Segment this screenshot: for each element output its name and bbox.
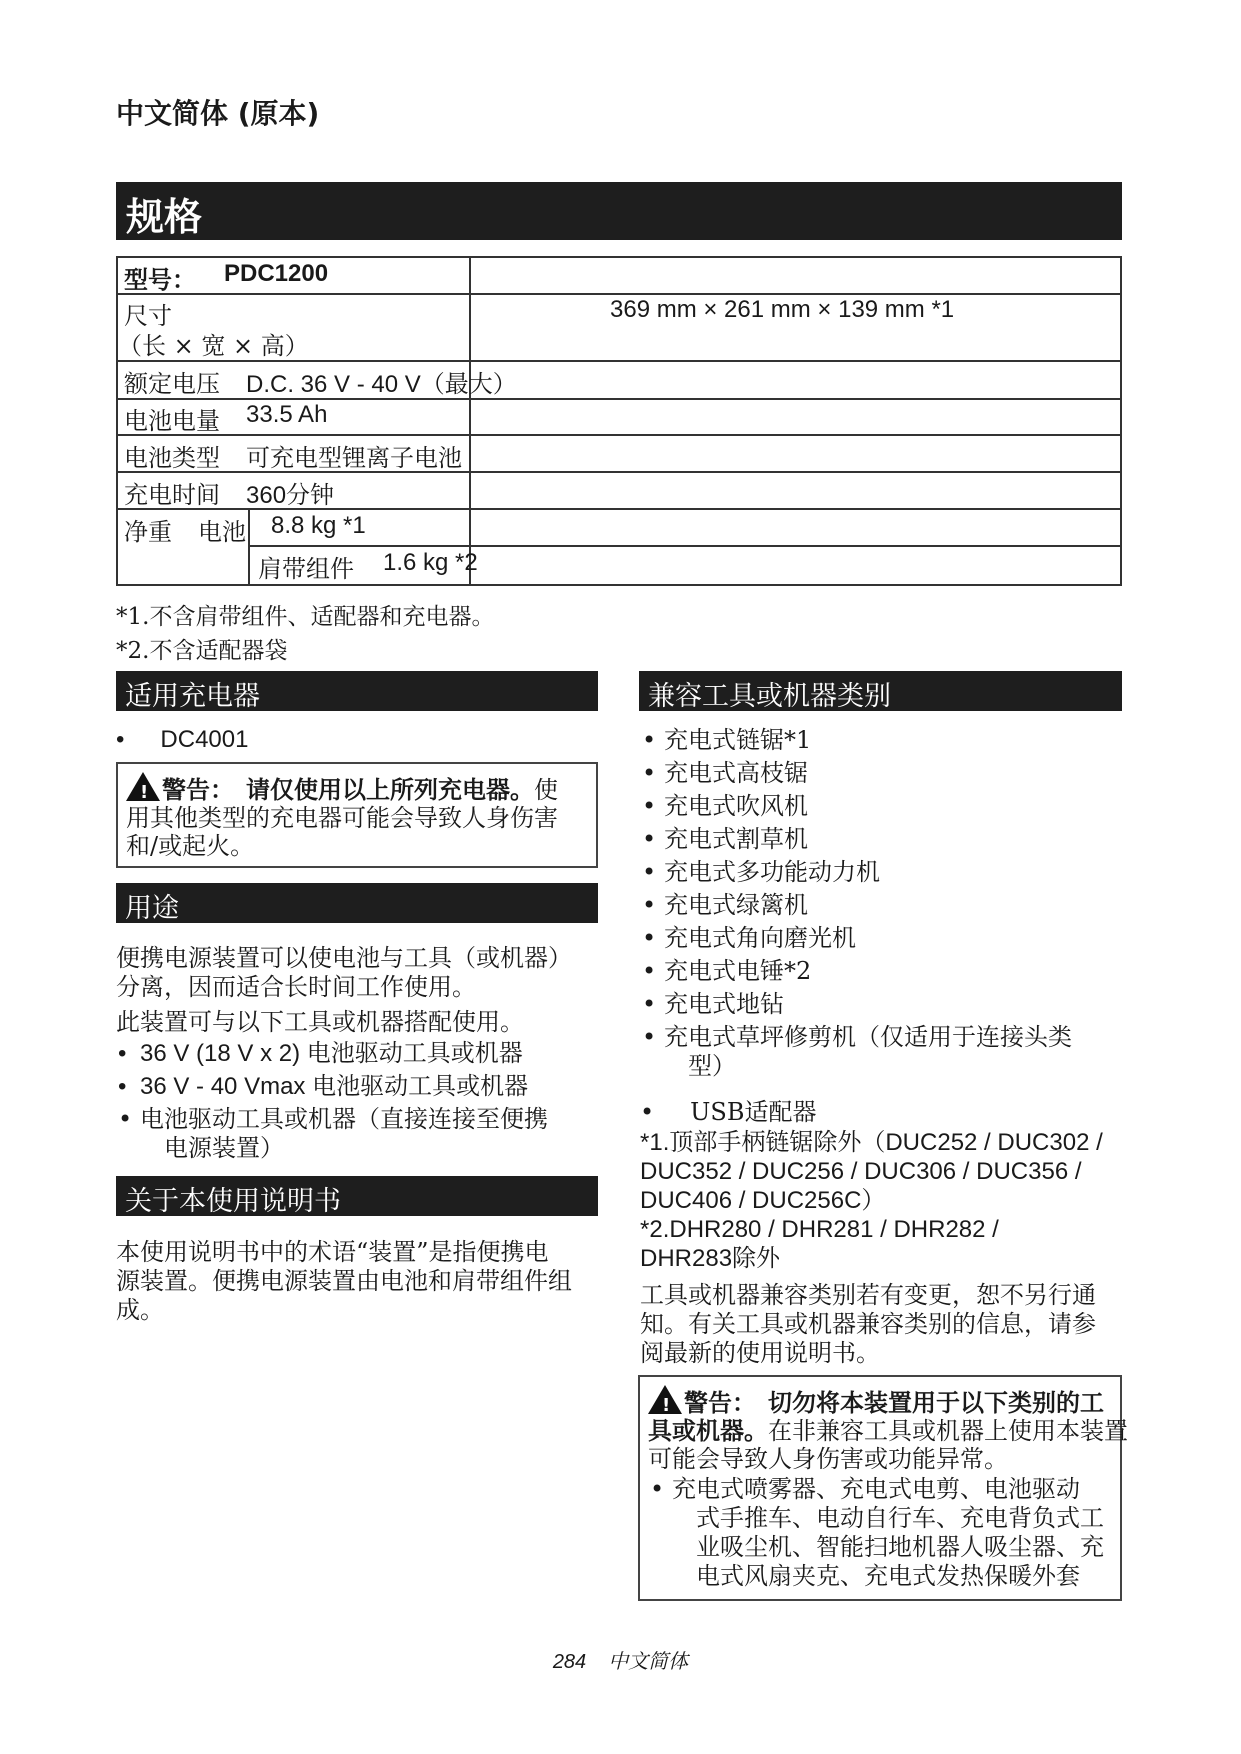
dimensions-label: 尺寸 xyxy=(124,302,172,330)
footnote-text: DHR283除外 xyxy=(640,1245,781,1272)
list-item: • 充电式吹风机 xyxy=(640,792,1130,821)
charger-warning-box xyxy=(116,762,598,868)
list-item-text: 式手推车、电动自行车、充电背负式工 xyxy=(696,1504,1104,1532)
manual-heading: 关于本使用说明书 xyxy=(116,1176,598,1216)
compatible-tools-list xyxy=(640,726,1130,1085)
compatibility-notice xyxy=(640,1281,1130,1368)
harness-label: 肩带组件 xyxy=(258,555,354,583)
usage-text: 便携电源装置可以使电池与工具（或机器） xyxy=(116,944,572,972)
usb-item xyxy=(640,1092,816,1127)
footnote-text: *2.DHR280 / DHR281 / DHR282 / xyxy=(640,1216,999,1243)
warning-label: 警告： xyxy=(684,1389,756,1417)
spec-footnote-2: *2.不含适配器袋 xyxy=(116,638,288,664)
charge-time-label: 充电时间 xyxy=(124,481,220,509)
list-item-text: • 充电式草坪修剪机（仅适用于连接头类 xyxy=(664,1023,1072,1051)
usage-heading: 用途 xyxy=(116,883,598,923)
harness-weight: 1.6 kg *2 xyxy=(383,549,478,576)
manual-text: 本使用说明书中的术语“装置”是指便携电 xyxy=(116,1238,549,1266)
list-item-text: 电式风扇夹克、充电式发热保暖外套 xyxy=(696,1562,1080,1590)
specs-heading: 规格 xyxy=(116,182,1122,240)
usage-list xyxy=(116,1039,606,1163)
table-rule xyxy=(118,293,1120,295)
notice-text: 阅最新的使用说明书。 xyxy=(640,1339,880,1367)
warning-emphasis: 请仅使用以上所列充电器。 xyxy=(246,776,534,804)
list-item-text: • 充电式喷雾器、充电式电剪、电池驱动 xyxy=(672,1475,1080,1503)
compatible-warning-box xyxy=(638,1375,1128,1601)
list-item xyxy=(116,1105,606,1163)
list-item: • 36 V (18 V x 2) 电池驱动工具或机器 xyxy=(116,1039,606,1068)
notice-text: 知。有关工具或机器兼容类别的信息，请参 xyxy=(640,1310,1096,1338)
usage-body xyxy=(116,944,606,1163)
manual-text: 源装置。便携电源装置由电池和肩带组件组 xyxy=(116,1267,572,1295)
compatible-heading: 兼容工具或机器类别 xyxy=(639,671,1122,711)
footer-language: 中文简体 xyxy=(608,1649,689,1673)
notice-text: 工具或机器兼容类别若有变更，恕不另行通 xyxy=(640,1281,1096,1309)
battery-type-label: 电池类型 xyxy=(124,444,220,472)
table-rule xyxy=(248,545,1120,547)
list-item xyxy=(648,1475,1112,1591)
list-item: • 36 V - 40 Vmax 电池驱动工具或机器 xyxy=(116,1072,606,1101)
list-item-text: 型） xyxy=(688,1052,736,1080)
warning-triangle-icon xyxy=(648,1385,682,1414)
table-divider xyxy=(469,258,471,584)
charger-heading: 适用充电器 xyxy=(116,671,598,711)
bullet: • xyxy=(640,1098,655,1126)
page-footer xyxy=(0,1645,1241,1674)
list-item: • 充电式多功能动力机 xyxy=(640,858,1130,887)
usage-text: 分离，因而适合长时间工作使用。 xyxy=(116,973,476,1001)
list-item: • 充电式割草机 xyxy=(640,825,1130,854)
table-rule xyxy=(118,434,1120,436)
battery-type-value: 可充电型锂离子电池 xyxy=(246,444,462,472)
warning-list xyxy=(648,1475,1112,1591)
warning-text: 用其他类型的充电器可能会导致人身伤害 xyxy=(126,804,558,832)
warning-emphasis: 切勿将本装置用于以下类别的工 xyxy=(768,1389,1104,1417)
charger-item xyxy=(116,726,248,754)
capacity-value: 33.5 Ah xyxy=(246,401,328,428)
list-item: • 充电式链锯*1 xyxy=(640,726,1130,755)
capacity-label: 电池电量 xyxy=(124,407,220,435)
usage-text: 此装置可与以下工具或机器搭配使用。 xyxy=(116,1008,524,1036)
list-item-text: 电源装置） xyxy=(164,1134,284,1162)
list-item-text: 业吸尘机、智能扫地机器人吸尘器、充 xyxy=(696,1533,1104,1561)
bullet: • xyxy=(116,726,125,753)
dimensions-value: 369 mm × 261 mm × 139 mm *1 xyxy=(610,296,955,323)
model-label: 型号： xyxy=(124,266,196,294)
list-item: • 充电式高枝锯 xyxy=(640,759,1130,788)
page-number: 284 xyxy=(552,1651,587,1673)
warning-triangle-icon xyxy=(126,772,160,801)
voltage-value: D.C. 36 V - 40 V（最大） xyxy=(246,371,517,398)
list-item: • 充电式绿篱机 xyxy=(640,891,1130,920)
net-weight-label: 净重 xyxy=(124,518,172,546)
spec-table xyxy=(116,256,1122,586)
dimensions-label-sub: （长 × 宽 × 高） xyxy=(118,332,309,360)
list-item: • 充电式电锤*2 xyxy=(640,957,1130,986)
footnote-text: DUC406 / DUC256C） xyxy=(640,1187,886,1214)
footnote-text: *1.顶部手柄链锯除外（DUC252 / DUC302 / xyxy=(640,1129,1103,1156)
usb-item-text: USB适配器 xyxy=(690,1098,817,1126)
list-item-text: • 电池驱动工具或机器（直接连接至便携 xyxy=(140,1105,548,1133)
language-title: 中文简体 (原本) xyxy=(116,97,320,130)
battery-label: 电池 xyxy=(198,518,246,546)
spec-footnote-1: *1.不含肩带组件、适配器和充电器。 xyxy=(116,604,495,630)
charge-time-value: 360分钟 xyxy=(246,482,335,509)
warning-text: 在非兼容工具或机器上使用本装置 xyxy=(768,1417,1128,1445)
compatible-footnotes xyxy=(640,1128,1103,1273)
warning-text: 和/或起火。 xyxy=(126,832,255,860)
footnote-text: DUC352 / DUC256 / DUC306 / DUC356 / xyxy=(640,1158,1082,1185)
list-item xyxy=(640,1023,1130,1081)
manual-text: 成。 xyxy=(116,1296,164,1324)
manual-body xyxy=(116,1238,606,1325)
list-item: • 充电式角向磨光机 xyxy=(640,924,1130,953)
warning-text: 可能会导致人身伤害或功能异常。 xyxy=(648,1445,1008,1473)
warning-label: 警告： xyxy=(162,776,234,804)
model-value: PDC1200 xyxy=(224,260,329,287)
table-divider xyxy=(248,508,250,584)
warning-text: 使 xyxy=(534,776,558,804)
list-item: • 充电式地钻 xyxy=(640,990,1130,1019)
battery-weight: 8.8 kg *1 xyxy=(271,512,366,539)
charger-model: DC4001 xyxy=(160,726,249,753)
voltage-label: 额定电压 xyxy=(124,370,220,398)
warning-emphasis: 具或机器。 xyxy=(648,1417,768,1445)
